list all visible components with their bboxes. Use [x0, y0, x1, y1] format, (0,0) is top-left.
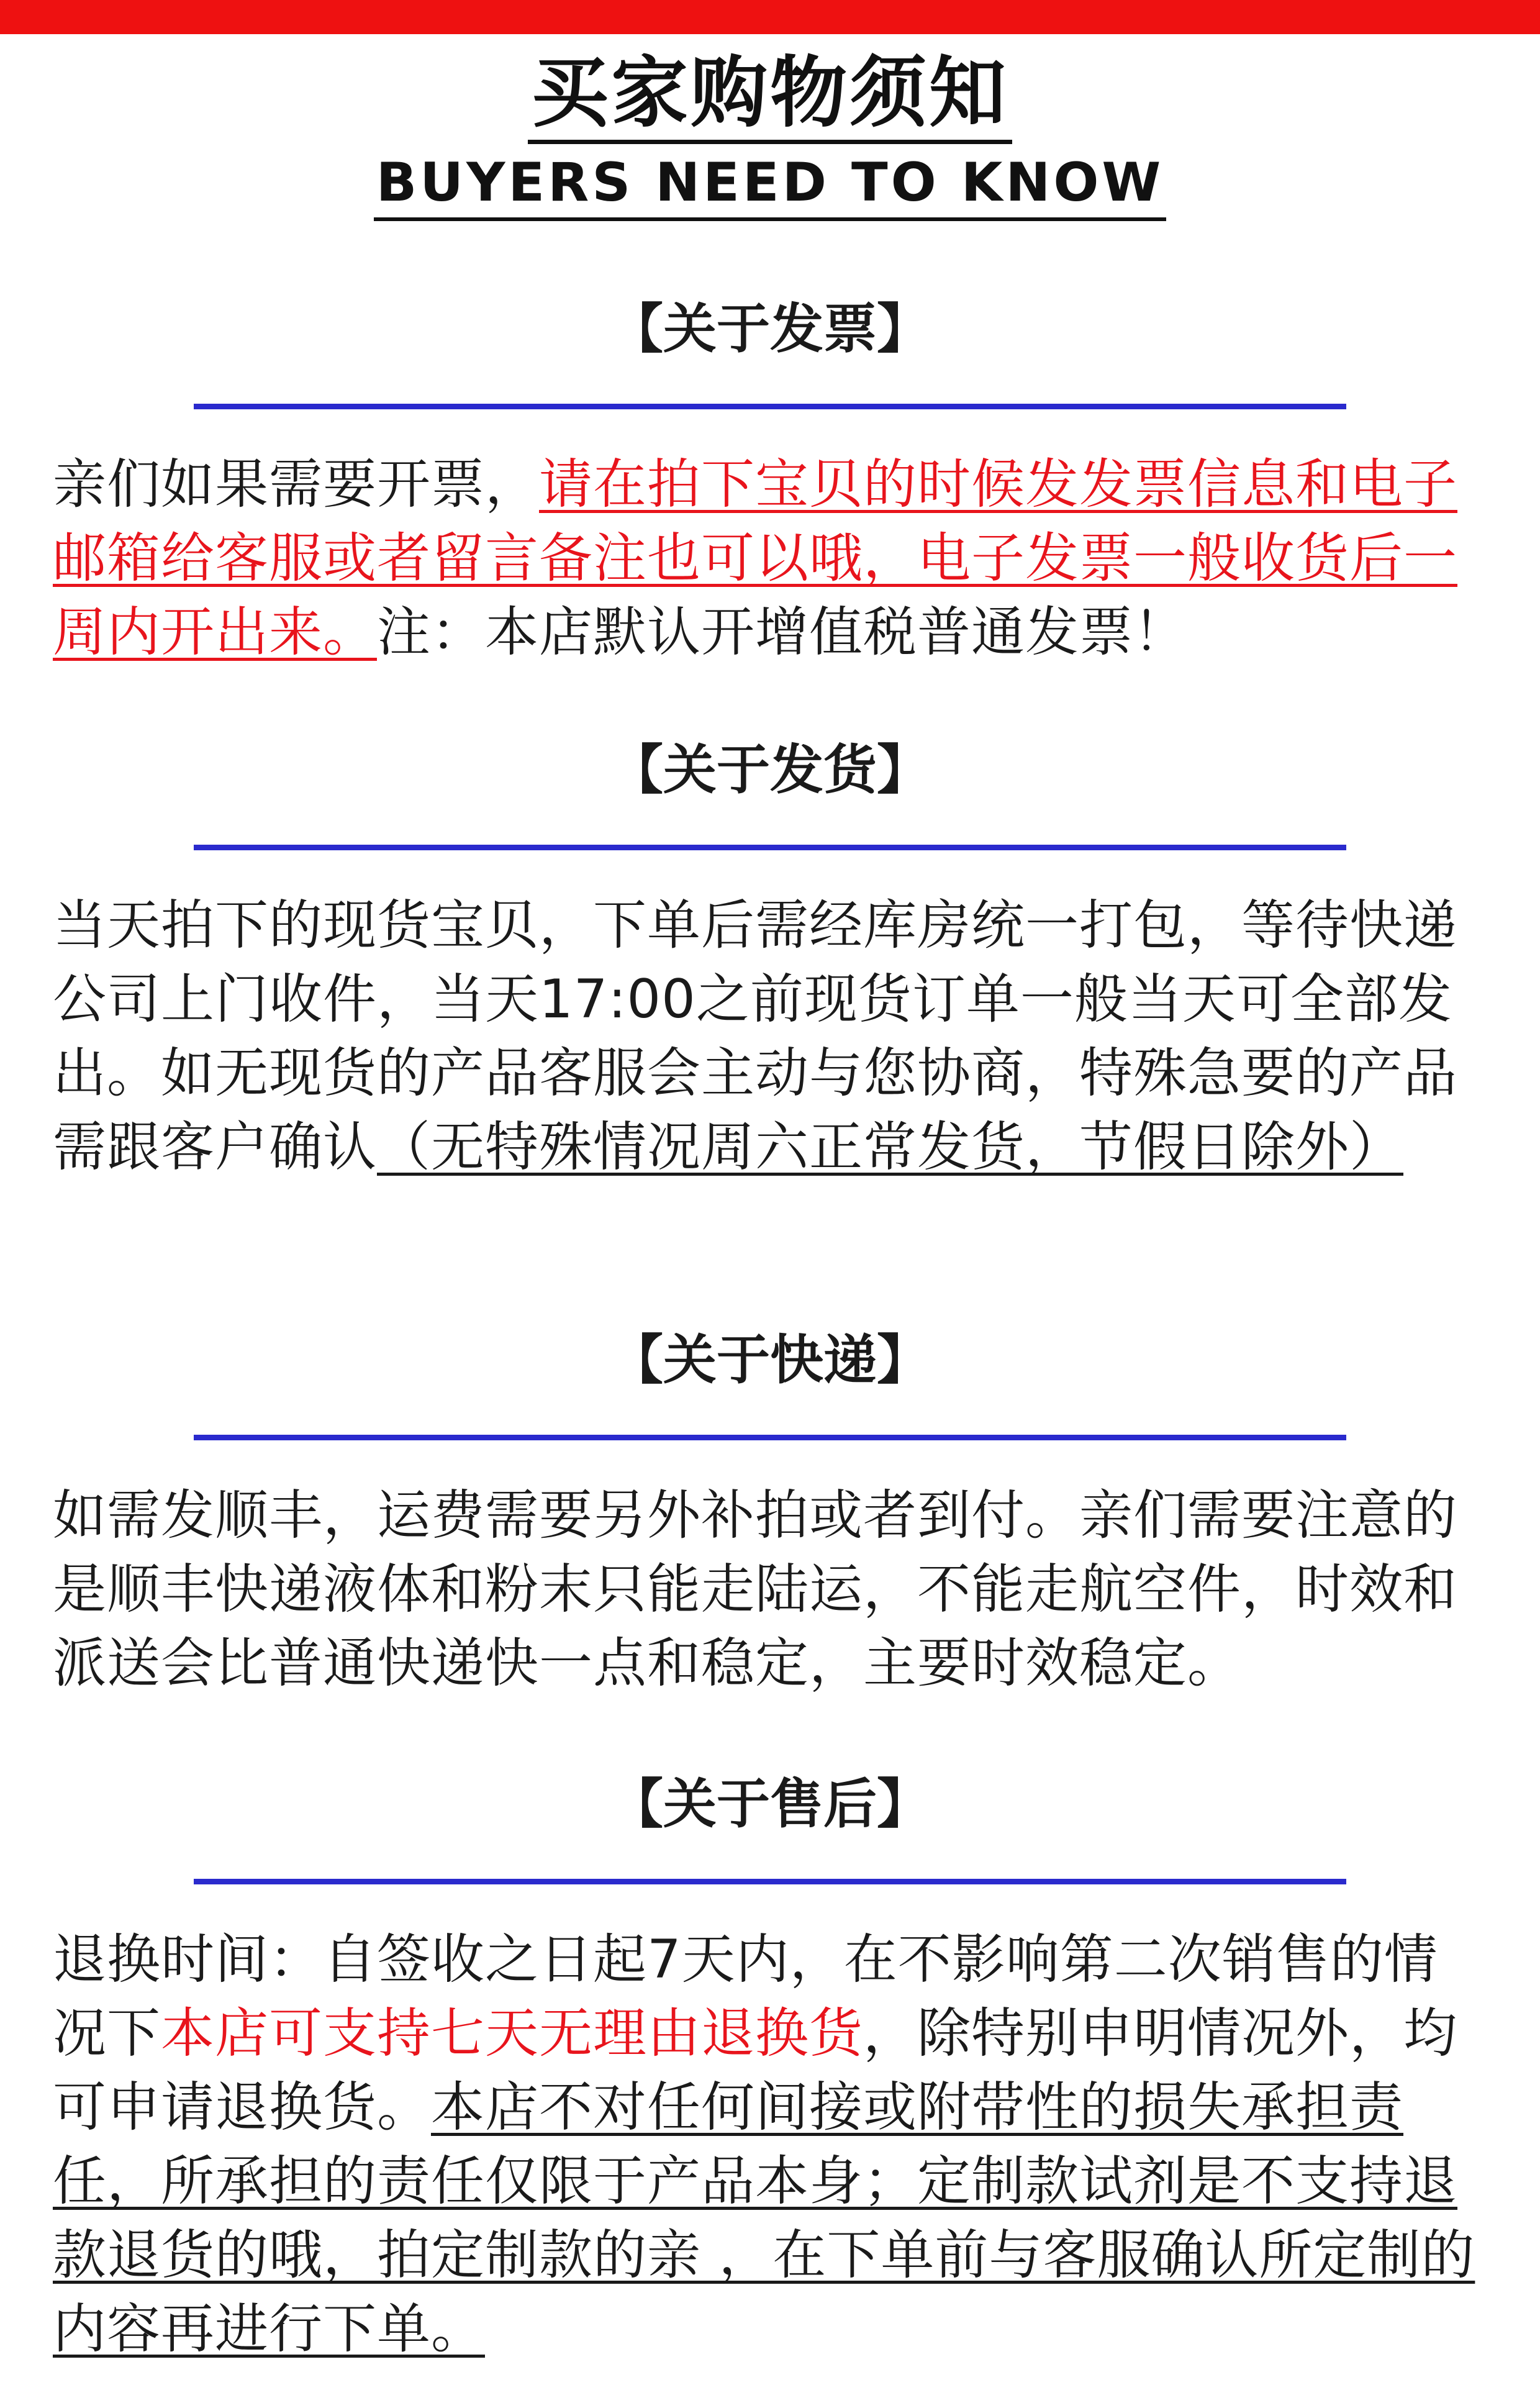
page-header: [0, 47, 1540, 221]
section-courier: [0, 1323, 1540, 1701]
section-after-sales: [0, 1767, 1540, 2366]
section-heading: 【关于售后】: [610, 1773, 930, 1835]
highlight-text: 本店可支持七天无理由退换货: [161, 2002, 863, 2065]
highlight-text: 请在拍下宝贝的时候发发票信息和电子邮箱给客服或者留言备注也可以哦，: [53, 453, 1457, 589]
body-text: 注：本店默认开增值税普通发票！: [377, 601, 1187, 663]
section-divider: [194, 404, 1346, 409]
page-title-chinese: 买家购物须知: [528, 47, 1012, 144]
section-divider: [194, 1879, 1346, 1884]
body-text: 退换时间：自签收之日起7天内，在不影响第二次销售的情况下: [53, 1928, 1438, 2065]
body-text: ，除特别申明情况外，均可申请退换货。: [53, 2002, 1457, 2138]
section-divider: [194, 845, 1346, 850]
highlight-text: 电子发票一般收货后一周内开出来。: [53, 527, 1457, 663]
section-divider: [194, 1435, 1346, 1440]
section-shipping: [0, 733, 1540, 1184]
section-heading: 【关于快递】: [610, 1329, 930, 1391]
section-body: [0, 1479, 1540, 1701]
section-heading: 【关于发票】: [610, 298, 930, 360]
section-invoice: [0, 292, 1540, 670]
body-text: 亲们如果需要开票，: [53, 453, 539, 516]
body-text: 如需发顺丰，运费需要另外补拍或者到付。亲们需要注意的是顺丰快递液体和粉末只能走陆运，不能走航空件，时效和派送会比普通快递快一点和稳定，主要时效稳定。: [53, 1484, 1457, 1694]
section-body: [0, 448, 1540, 670]
section-body: [0, 1923, 1540, 2366]
body-text: 当天拍下的现货宝贝，下单后需经库房统一打包，等待快递公司上门收件，当天17:00之前现货订单一般当天可全部发出。如无现货的产品客服会主动与您协商，特殊急要的产品需跟客户确认: [53, 894, 1457, 1178]
section-heading: 【关于发货】: [610, 739, 930, 801]
section-body: [0, 889, 1540, 1184]
underlined-text: （无特殊情况周六正常发货，节假日除外）: [377, 1116, 1403, 1178]
top-red-bar: [0, 0, 1540, 34]
underlined-text: 本店不对任何间接或附带性的损失承担责任，所承担的责任仅限于产品本身；定制款试剂是不支持退款退货的哦，拍定制款的亲 ，在下单前与客服确认所定制的内容再进行下单。: [53, 2076, 1475, 2360]
page-title-english: BUYERS NEED TO KNOW: [374, 148, 1167, 221]
